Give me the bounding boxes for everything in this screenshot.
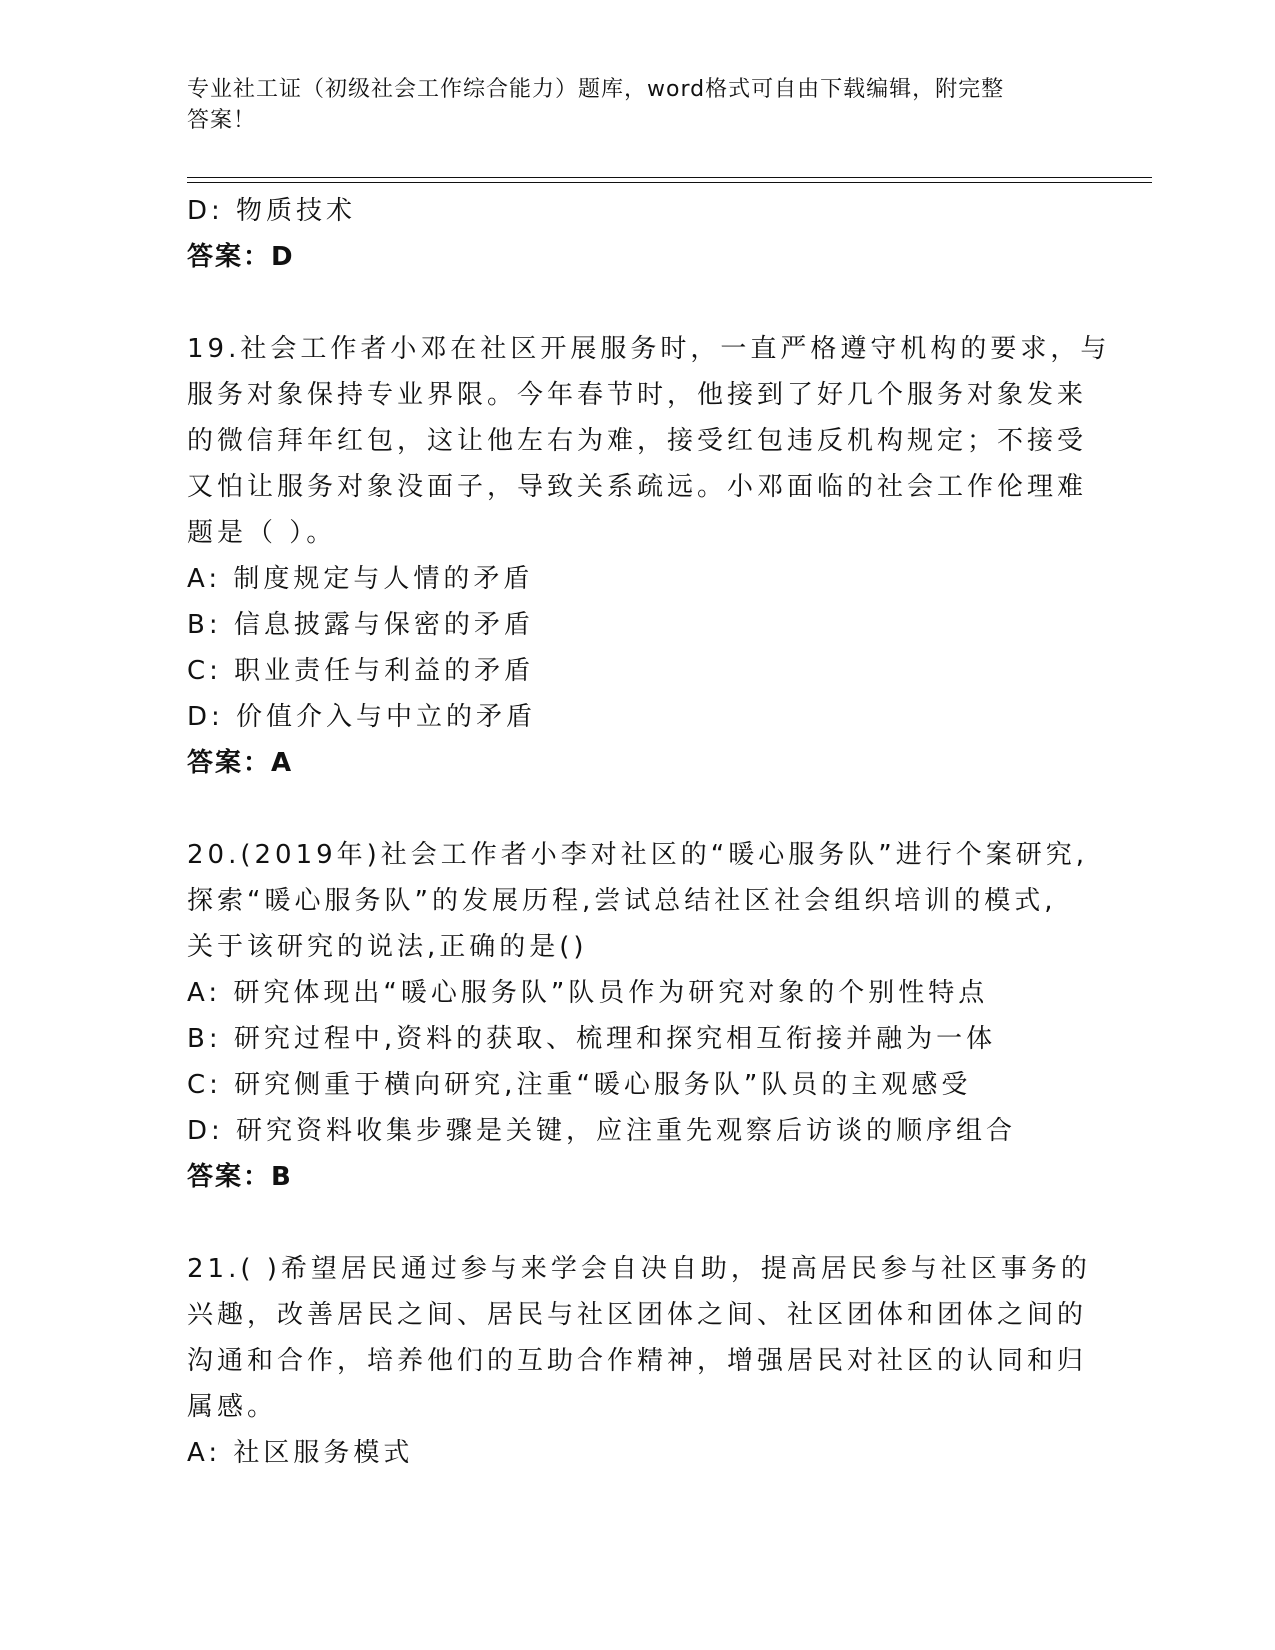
question-19-text-line: 服务对象保持专业界限。今年春节时，他接到了好几个服务对象发来 xyxy=(187,380,1088,410)
question-21-text-line: 沟通和合作，培养他们的互助合作精神，增强居民对社区的认同和归 xyxy=(187,1346,1088,1376)
question-19-answer: 答案：A xyxy=(187,748,294,778)
question-20 xyxy=(187,832,1147,1200)
question-19-text-line: 又怕让服务对象没面子，导致关系疏远。小邓面临的社会工作伦理难 xyxy=(187,472,1088,502)
question-20-option-c: C: 研究侧重于横向研究,注重“暖心服务队”队员的主观感受 xyxy=(187,1070,972,1100)
spacer xyxy=(187,280,1147,326)
question-20-option-b: B: 研究过程中,资料的获取、梳理和探究相互衔接并融为一体 xyxy=(187,1024,997,1054)
question-20-option-d: D: 研究资料收集步骤是关键，应注重先观察后访谈的顺序组合 xyxy=(187,1116,1017,1146)
question-20-option-a: A: 研究体现出“暖心服务队”队员作为研究对象的个别性特点 xyxy=(187,978,989,1008)
question-21-text-line: 21.( )希望居民通过参与来学会自决自助，提高居民参与社区事务的 xyxy=(187,1254,1091,1284)
page-header xyxy=(187,74,1087,136)
question-19-option-a: A: 制度规定与人情的矛盾 xyxy=(187,564,534,594)
prev-option-d: D: 物质技术 xyxy=(187,196,357,226)
spacer xyxy=(187,786,1147,832)
header-line-1: 专业社工证（初级社会工作综合能力）题库，word格式可自由下载编辑，附完整 xyxy=(187,77,1005,102)
question-20-answer: 答案：B xyxy=(187,1162,293,1192)
question-20-text-line: 探索“暖心服务队”的发展历程,尝试总结社区社会组织培训的模式, xyxy=(187,886,1057,916)
question-21-option-a: A: 社区服务模式 xyxy=(187,1438,414,1468)
question-19-text-line: 的微信拜年红包，这让他左右为难，接受红包违反机构规定；不接受 xyxy=(187,426,1088,456)
question-20-text-line: 20.(2019年)社会工作者小李对社区的“暖心服务队”进行个案研究, xyxy=(187,840,1089,870)
question-21 xyxy=(187,1246,1147,1476)
question-19-text-line: 19.社会工作者小邓在社区开展服务时，一直严格遵守机构的要求，与 xyxy=(187,334,1111,364)
question-19-text-line: 题是（ ）。 xyxy=(187,518,337,548)
prev-answer: 答案：D xyxy=(187,242,295,272)
question-21-text-line: 属感。 xyxy=(187,1392,278,1422)
header-rule-bottom xyxy=(187,182,1152,183)
question-19 xyxy=(187,326,1147,786)
header-line-2: 答案！ xyxy=(187,108,257,133)
header-rule-top xyxy=(187,177,1152,178)
question-19-option-d: D: 价值介入与中立的矛盾 xyxy=(187,702,537,732)
question-19-option-b: B: 信息披露与保密的矛盾 xyxy=(187,610,534,640)
document-body xyxy=(187,188,1147,1476)
question-20-text-line: 关于该研究的说法,正确的是() xyxy=(187,932,588,962)
question-21-text-line: 兴趣，改善居民之间、居民与社区团体之间、社区团体和团体之间的 xyxy=(187,1300,1088,1330)
question-19-option-c: C: 职业责任与利益的矛盾 xyxy=(187,656,535,686)
spacer xyxy=(187,1200,1147,1246)
